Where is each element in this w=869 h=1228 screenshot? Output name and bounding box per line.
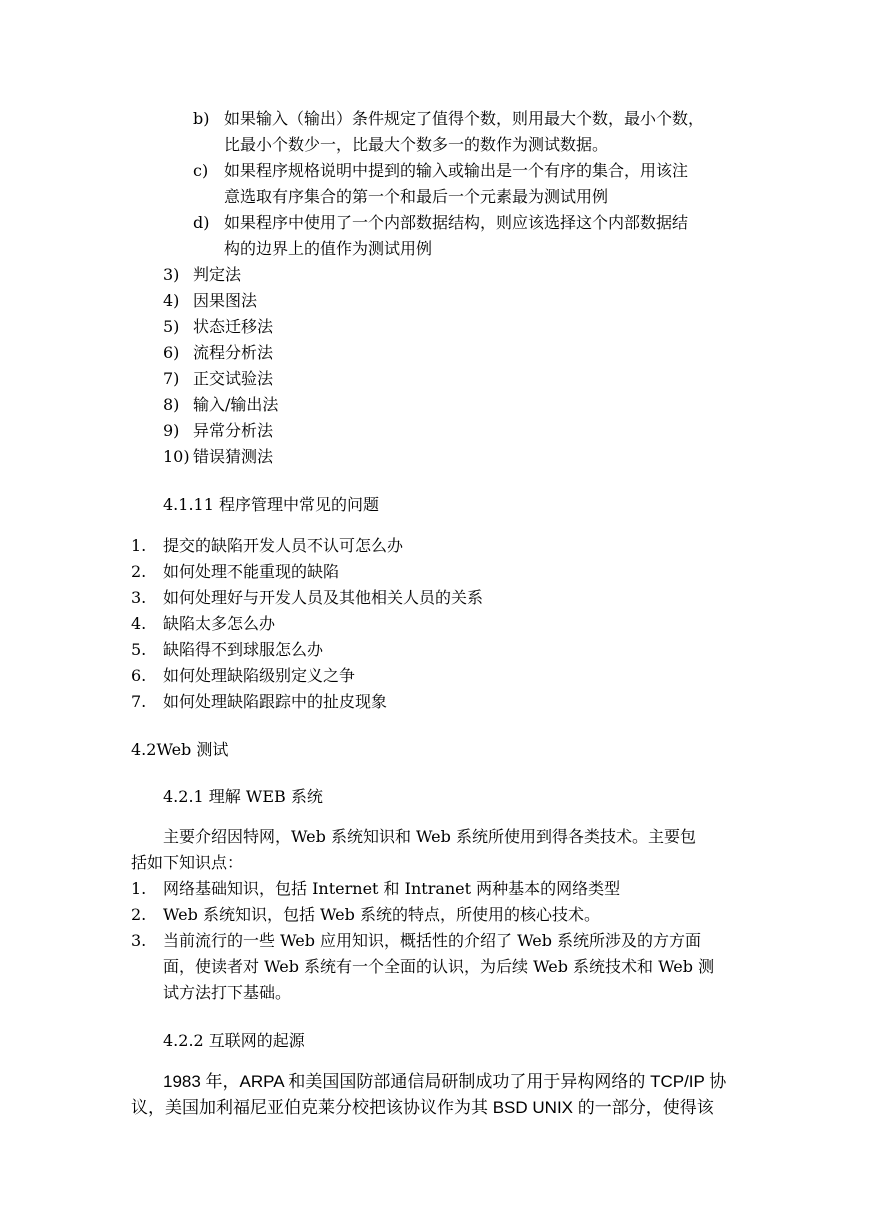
- list-item-text: 因果图法: [193, 291, 258, 310]
- list-marker: d): [193, 213, 210, 232]
- list-item-text: 如何处理缺陷跟踪中的扯皮现象: [163, 692, 388, 711]
- list-item: [0, 533, 869, 559]
- list-item: [0, 418, 869, 444]
- list-item: [0, 637, 869, 663]
- list-marker: 7): [163, 369, 180, 388]
- list-item-text: 如何处理好与开发人员及其他相关人员的关系: [163, 588, 484, 607]
- list-item: [0, 663, 869, 689]
- list-item: [0, 340, 869, 366]
- list-item: [0, 876, 869, 902]
- list-marker: 9): [163, 421, 180, 440]
- list-marker: 6.: [131, 666, 147, 685]
- list-marker: 1.: [131, 536, 147, 555]
- list-item-text: 正交试验法: [193, 369, 274, 388]
- list-item-text: 异常分析法: [193, 421, 274, 440]
- list-marker: 4): [163, 291, 180, 310]
- list-item-text: 如何处理不能重现的缺陷: [163, 562, 340, 581]
- list-item: [0, 928, 869, 1006]
- list-marker: 7.: [131, 692, 147, 711]
- list-item: [0, 262, 869, 288]
- list-marker: 5.: [131, 640, 147, 659]
- list-item: [0, 689, 869, 715]
- list-item-text: 当前流行的一些 Web 应用知识，概括性的介绍了 Web 系统所涉及的方方面: [163, 931, 702, 950]
- list-item: [0, 559, 869, 585]
- list-item-text-continued: 意选取有序集合的第一个和最后一个元素最为测试用例: [224, 187, 609, 206]
- list-item: [0, 611, 869, 637]
- list-marker: 10): [163, 447, 190, 466]
- list-item: [0, 106, 869, 158]
- list-item: [0, 210, 869, 262]
- list-item: [0, 158, 869, 210]
- list-item-text: 缺陷太多怎么办: [163, 614, 276, 633]
- list-marker: 2.: [131, 562, 147, 581]
- list-item-text-continued: 面，使读者对 Web 系统有一个全面的认识，为后续 Web 系统技术和 Web 测: [163, 957, 715, 976]
- section-heading: 4.2.2 互联网的起源: [163, 1031, 305, 1050]
- list-marker: 6): [163, 343, 180, 362]
- list-item: [0, 444, 869, 470]
- list-marker: 8): [163, 395, 180, 414]
- list-item-text: 如果程序规格说明中提到的输入或输出是一个有序的集合，用该注: [224, 161, 689, 180]
- list-item-text-continued: 比最小个数少一，比最大个数多一的数作为测试数据。: [224, 135, 609, 154]
- list-marker: 1.: [131, 879, 147, 898]
- list-marker: 3.: [131, 931, 147, 950]
- list-marker: 2.: [131, 905, 147, 924]
- list-marker: 3): [163, 265, 180, 284]
- list-item-text-continued: 试方法打下基础。: [163, 983, 292, 1002]
- paragraph-line: 括如下知识点：: [131, 853, 244, 872]
- list-marker: c): [193, 161, 209, 180]
- section-heading: 4.1.11 程序管理中常见的问题: [163, 495, 379, 514]
- paragraph-line: 议，美国加利福尼亚伯克莱分校把该协议作为其 BSD UNIX 的一部分，使得该: [131, 1098, 714, 1117]
- list-item-text: 提交的缺陷开发人员不认可怎么办: [163, 536, 404, 555]
- list-item-text: 错误猜测法: [193, 447, 274, 466]
- list-item: [0, 392, 869, 418]
- section-heading: 4.2.1 理解 WEB 系统: [163, 787, 323, 806]
- list-marker: b): [193, 109, 210, 128]
- list-item-text: Web 系统知识，包括 Web 系统的特点，所使用的核心技术。: [163, 905, 600, 924]
- paragraph-line: 1983 年，ARPA 和美国国防部通信局研制成功了用于异构网络的 TCP/IP 协: [163, 1072, 727, 1091]
- list-item-text-continued: 构的边界上的值作为测试用例: [224, 239, 433, 258]
- list-item: [0, 288, 869, 314]
- list-item-text: 如何处理缺陷级别定义之争: [163, 666, 356, 685]
- list-item-text: 输入/输出法: [193, 395, 279, 414]
- chapter-heading: 4.2Web 测试: [131, 740, 229, 759]
- list-item: [0, 902, 869, 928]
- list-item: [0, 314, 869, 340]
- list-marker: 4.: [131, 614, 147, 633]
- list-item-text: 如果输入（输出）条件规定了值得个数，则用最大个数，最小个数，: [224, 109, 705, 128]
- list-item: [0, 366, 869, 392]
- list-item-text: 如果程序中使用了一个内部数据结构，则应该选择这个内部数据结: [224, 213, 689, 232]
- list-item-text: 流程分析法: [193, 343, 274, 362]
- list-item: [0, 585, 869, 611]
- list-item-text: 判定法: [193, 265, 242, 284]
- list-item-text: 缺陷得不到球服怎么办: [163, 640, 324, 659]
- list-item-text: 状态迁移法: [193, 317, 274, 336]
- list-marker: 5): [163, 317, 180, 336]
- list-marker: 3.: [131, 588, 147, 607]
- paragraph-line: 主要介绍因特网，Web 系统知识和 Web 系统所使用到得各类技术。主要包: [163, 827, 696, 846]
- list-item-text: 网络基础知识，包括 Internet 和 Intranet 两种基本的网络类型: [163, 879, 621, 898]
